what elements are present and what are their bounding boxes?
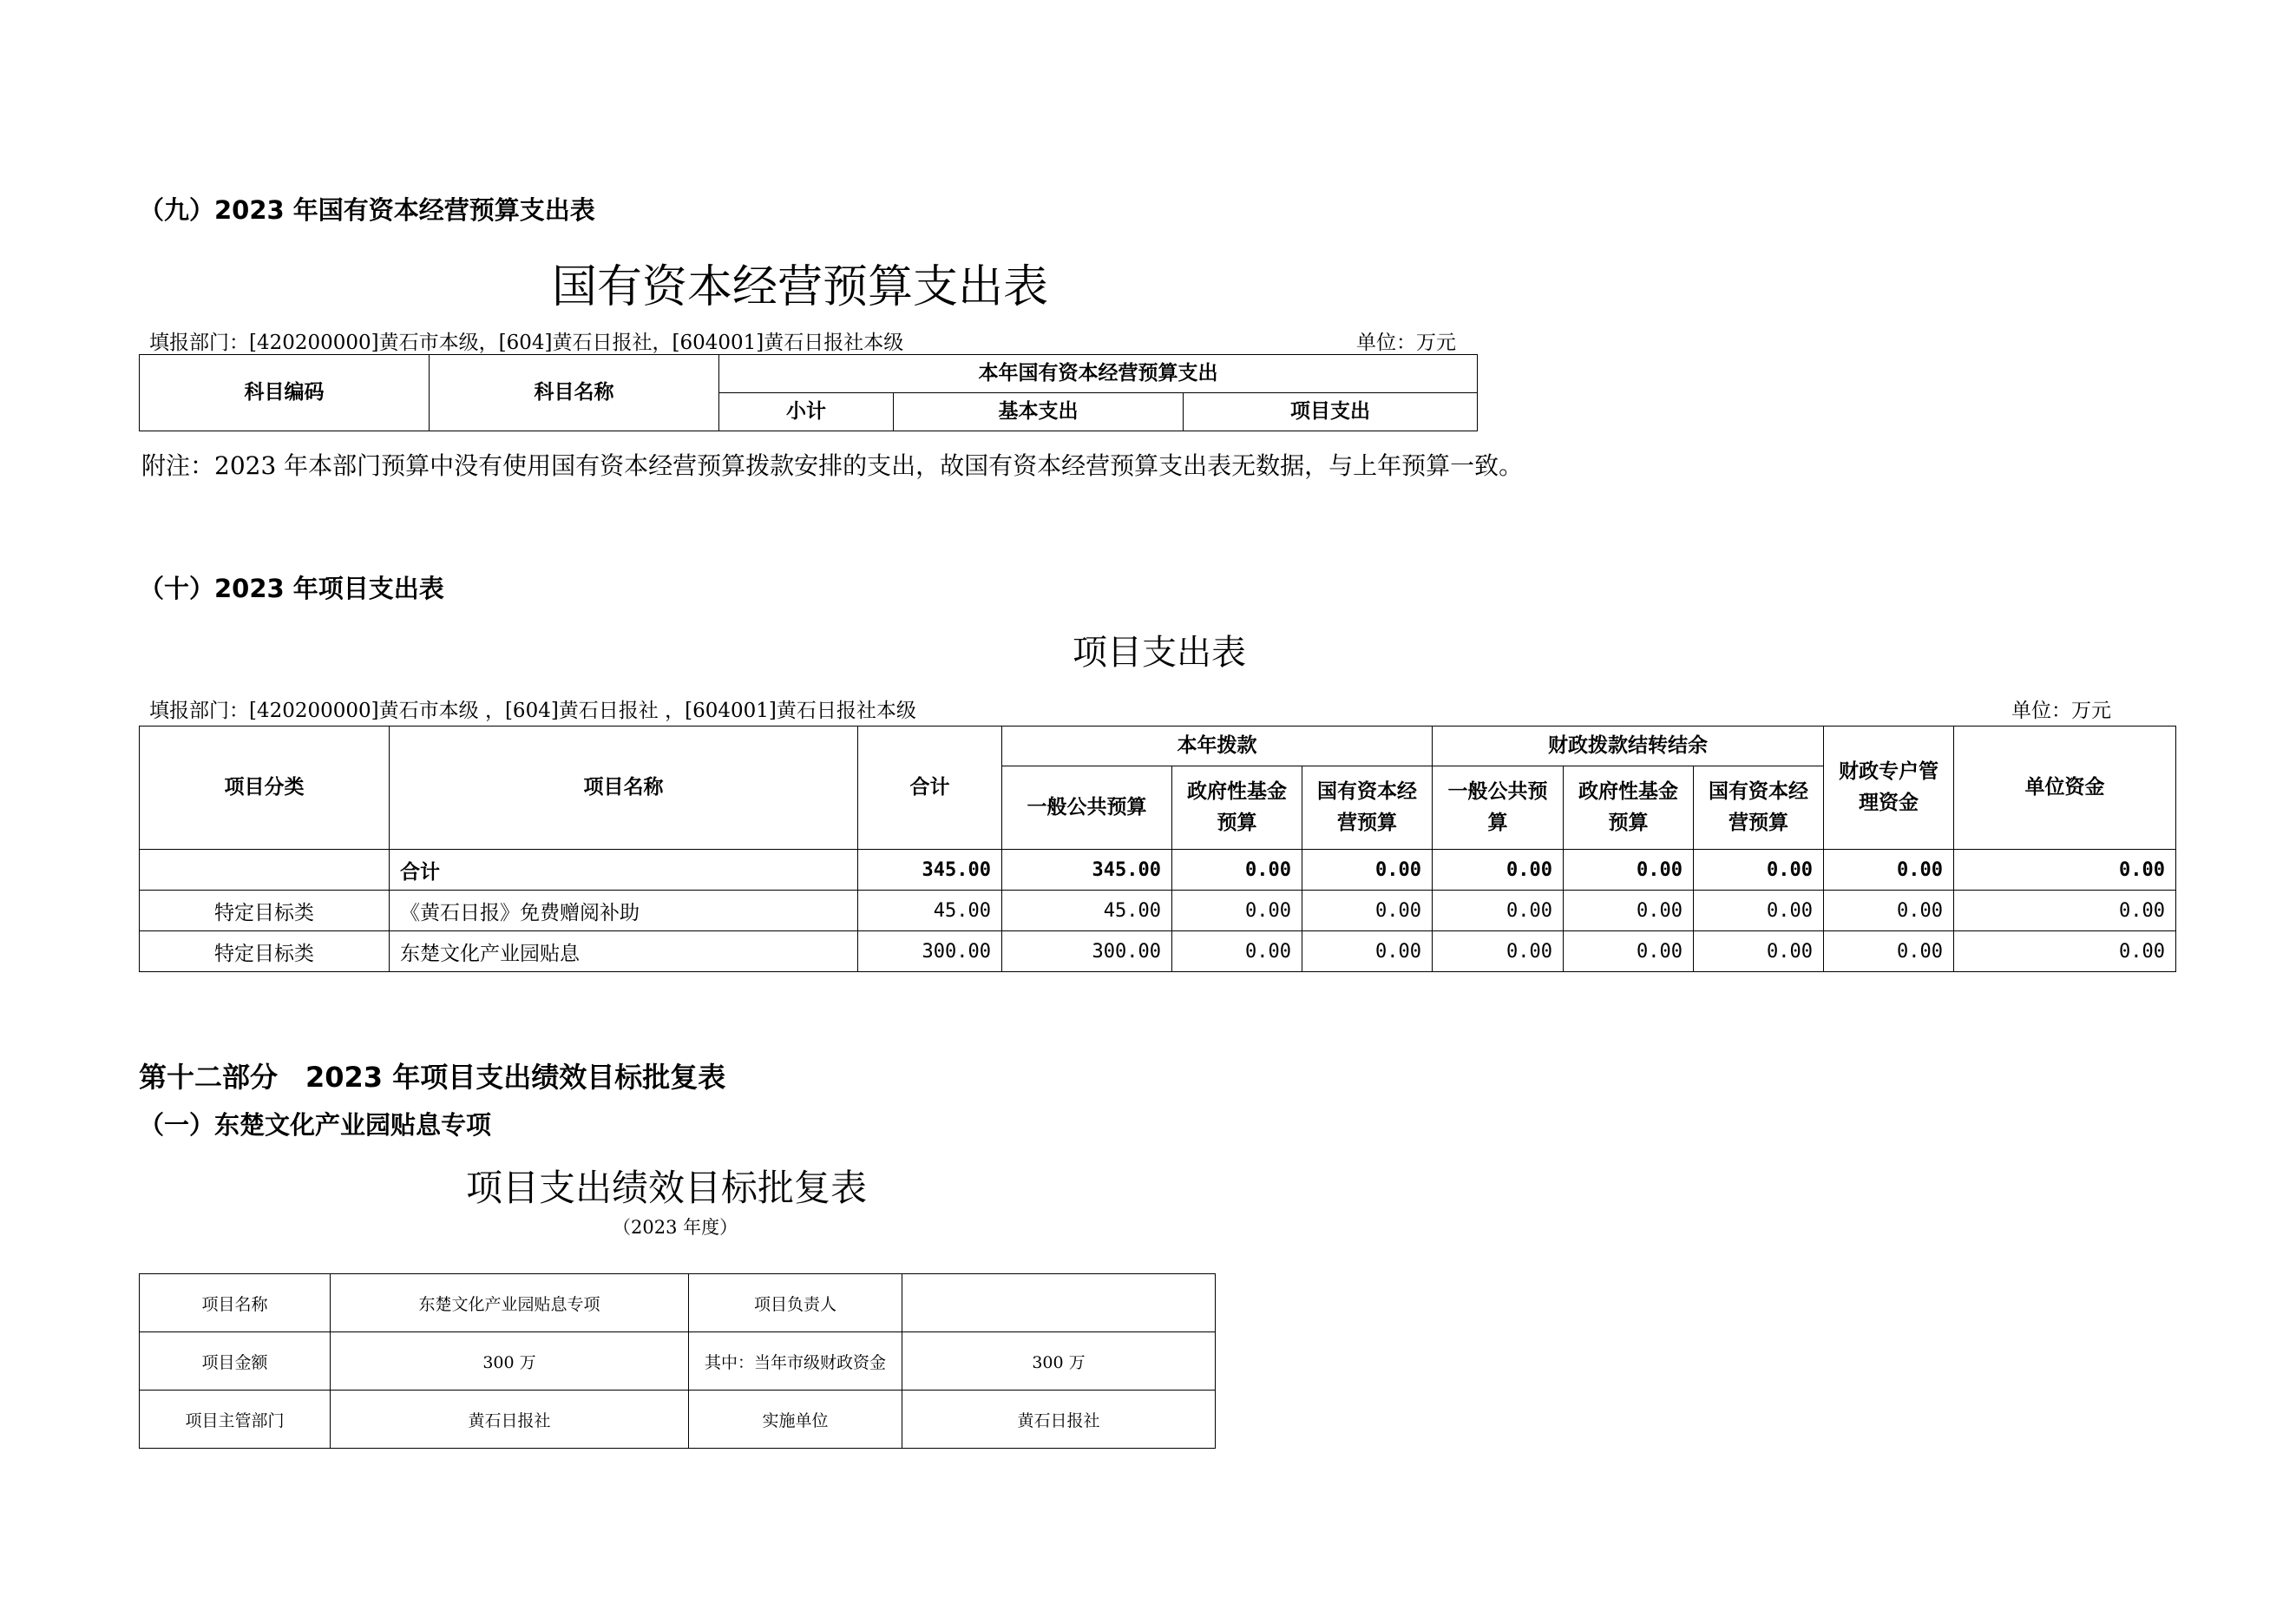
- field-value: [902, 1274, 1216, 1332]
- header-unit-funds: 单位资金: [1954, 727, 2176, 850]
- cell-value: 0.00: [1824, 850, 1954, 891]
- cell-value: 0.00: [1824, 931, 1954, 972]
- header-special: 财政专户管理资金: [1824, 727, 1954, 850]
- header-code: 科目编码: [140, 355, 430, 431]
- cell-value: 0.00: [1564, 850, 1694, 891]
- header-allot-group: 本年拨款: [1002, 727, 1433, 766]
- section-10-title: 项目支出表: [1073, 633, 1246, 673]
- header-carry-group: 财政拨款结转结余: [1433, 727, 1824, 766]
- cell-value: 0.00: [1954, 850, 2176, 891]
- field-label: 实施单位: [689, 1391, 902, 1449]
- table-row: [140, 891, 2176, 931]
- cell-category: [140, 850, 390, 891]
- cell-value: 0.00: [1433, 850, 1564, 891]
- part-12-heading: 第十二部分 2023 年项目支出绩效目标批复表: [139, 1061, 726, 1094]
- header-state-capital: 国有资本经营预算: [1302, 766, 1433, 850]
- field-label: 项目负责人: [689, 1274, 902, 1332]
- cell-value: 0.00: [1172, 850, 1302, 891]
- part-12-year: （2023 年度）: [613, 1217, 738, 1238]
- project-expense-table: [139, 726, 2176, 972]
- header-carry-general: 一般公共预算: [1433, 766, 1564, 850]
- cell-project-name: 《黄石日报》免费赠阅补助: [390, 891, 858, 931]
- header-name: 科目名称: [430, 355, 719, 431]
- field-label: 项目金额: [140, 1332, 331, 1391]
- table-row: [140, 850, 2176, 891]
- cell-value: 0.00: [1433, 931, 1564, 972]
- performance-target-table: [139, 1273, 1216, 1449]
- section-9-dept: 填报部门：[420200000]黄石市本级，[604]黄石日报社，[604001]黄石日报社本级: [149, 332, 904, 354]
- section-9-note: 附注：2023 年本部门预算中没有使用国有资本经营预算拨款安排的支出，故国有资本经营预算支出表无数据，与上年预算一致。: [141, 451, 1524, 480]
- header-gov-fund: 政府性基金预算: [1172, 766, 1302, 850]
- state-capital-expense-table: [139, 354, 1478, 431]
- header-general: 一般公共预算: [1002, 766, 1172, 850]
- cell-project-name: 东楚文化产业园贴息: [390, 931, 858, 972]
- section-9-heading: （九）2023 年国有资本经营预算支出表: [139, 195, 595, 225]
- cell-value: 45.00: [1002, 891, 1172, 931]
- cell-value: 0.00: [1172, 931, 1302, 972]
- cell-value: 0.00: [1433, 891, 1564, 931]
- header-basic: 基本支出: [894, 393, 1184, 431]
- cell-value: 300.00: [1002, 931, 1172, 972]
- field-label: 其中：当年市级财政资金: [689, 1332, 902, 1391]
- field-value: 东楚文化产业园贴息专项: [331, 1274, 689, 1332]
- header-subtotal: 小计: [719, 393, 894, 431]
- cell-value: 0.00: [1824, 891, 1954, 931]
- cell-value: 0.00: [1564, 931, 1694, 972]
- table-row: [140, 1391, 1216, 1449]
- part-12-subheading: （一）东楚文化产业园贴息专项: [139, 1110, 492, 1140]
- cell-value: 0.00: [1564, 891, 1694, 931]
- cell-value: 0.00: [1954, 891, 2176, 931]
- cell-value: 0.00: [1302, 931, 1433, 972]
- header-project-name: 项目名称: [390, 727, 858, 850]
- cell-value: 345.00: [1002, 850, 1172, 891]
- header-total: 合计: [858, 727, 1002, 850]
- table-row: [140, 1332, 1216, 1391]
- part-12-title: 项目支出绩效目标批复表: [466, 1167, 868, 1209]
- table-row: [140, 1274, 1216, 1332]
- header-category: 项目分类: [140, 727, 390, 850]
- cell-value: 345.00: [858, 850, 1002, 891]
- header-project: 项目支出: [1184, 393, 1478, 431]
- cell-value: 300.00: [858, 931, 1002, 972]
- cell-value: 0.00: [1172, 891, 1302, 931]
- field-value: 黄石日报社: [902, 1391, 1216, 1449]
- cell-category: 特定目标类: [140, 931, 390, 972]
- field-value: 300 万: [902, 1332, 1216, 1391]
- field-label: 项目主管部门: [140, 1391, 331, 1449]
- header-carry-state-capital: 国有资本经营预算: [1694, 766, 1824, 850]
- section-9-title: 国有资本经营预算支出表: [552, 261, 1049, 313]
- cell-value: 0.00: [1954, 931, 2176, 972]
- section-10-heading: （十）2023 年项目支出表: [139, 574, 444, 603]
- field-value: 300 万: [331, 1332, 689, 1391]
- cell-project-name: 合计: [390, 850, 858, 891]
- table-row: [140, 931, 2176, 972]
- header-group: 本年国有资本经营预算支出: [719, 355, 1478, 393]
- cell-value: 0.00: [1694, 850, 1824, 891]
- cell-value: 0.00: [1302, 850, 1433, 891]
- cell-category: 特定目标类: [140, 891, 390, 931]
- section-10-unit: 单位：万元: [2011, 700, 2111, 722]
- section-9-unit: 单位：万元: [1356, 332, 1456, 354]
- section-10-dept: 填报部门：[420200000]黄石市本级 ，[604]黄石日报社 ，[604001]黄石日报社本级: [149, 700, 916, 722]
- cell-value: 0.00: [1302, 891, 1433, 931]
- header-carry-gov-fund: 政府性基金预算: [1564, 766, 1694, 850]
- field-value: 黄石日报社: [331, 1391, 689, 1449]
- field-label: 项目名称: [140, 1274, 331, 1332]
- cell-value: 0.00: [1694, 891, 1824, 931]
- cell-value: 45.00: [858, 891, 1002, 931]
- cell-value: 0.00: [1694, 931, 1824, 972]
